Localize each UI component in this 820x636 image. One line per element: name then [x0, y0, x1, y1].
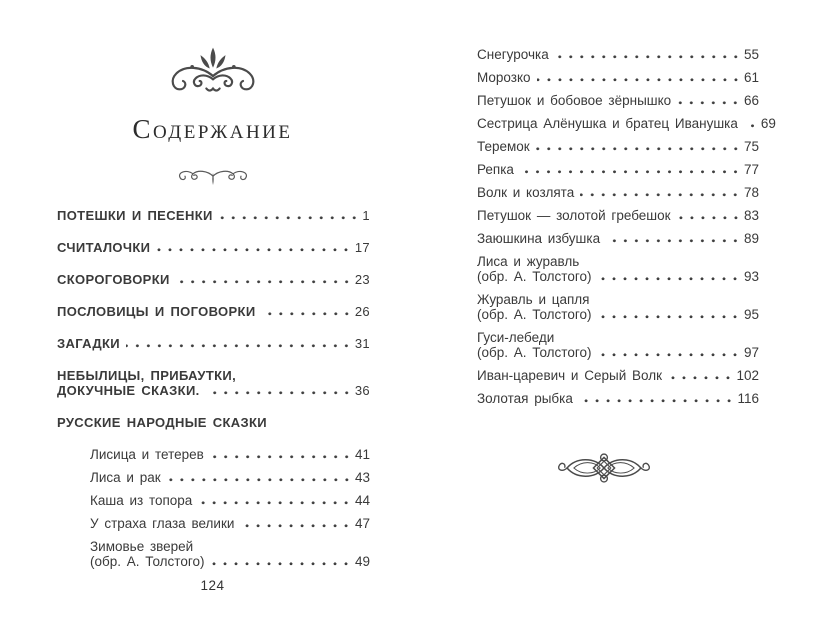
dot-leader [597, 353, 741, 357]
toc-entry-page: 55 [743, 47, 759, 62]
dot-leader [176, 280, 352, 284]
toc-entry [477, 47, 759, 62]
toc-entry-title-line1: Зимовье зверей [90, 539, 194, 554]
toc-entry-page: 17 [354, 240, 370, 255]
dot-leader [668, 376, 733, 380]
toc-entry [477, 70, 759, 85]
toc-entry-title: Золотая рыбка [477, 391, 573, 406]
toc-entry [57, 470, 370, 485]
toc-entry-title: Иван-царевич и Серый Волк [477, 368, 662, 383]
end-flourish-ornament-icon [477, 448, 759, 488]
toc-entry-title: Сестрица Алёнушка и братец Иванушка [477, 116, 738, 131]
toc-entry [477, 254, 759, 284]
toc-entry [477, 116, 776, 131]
dot-leader [580, 193, 741, 197]
toc-entry-page: 26 [354, 304, 370, 319]
toc-entry [57, 447, 370, 462]
toc-entry-line2 [477, 307, 759, 322]
toc-entry [477, 185, 759, 200]
toc-entry [57, 539, 370, 569]
toc-entry [477, 231, 759, 246]
toc-entry-page: 116 [737, 391, 759, 406]
toc-entry [57, 368, 370, 398]
toc-entry-title: ДОКУЧНЫЕ СКАЗКИ. [57, 383, 200, 398]
toc-entry-page: 69 [760, 116, 776, 131]
toc-entry [477, 368, 759, 383]
toc-entry [57, 336, 370, 351]
toc-section-heading [57, 415, 370, 430]
toc-entry-title: (обр. А. Толстого) [477, 269, 592, 284]
toc-entry-page: 102 [736, 368, 759, 383]
toc-entry-page: 93 [743, 269, 759, 284]
toc-entry-page: 75 [743, 139, 759, 154]
toc-entry-title: Репка [477, 162, 514, 177]
toc-entry [57, 240, 370, 255]
toc-entry-title: (обр. А. Толстого) [90, 554, 205, 569]
toc-entry [477, 208, 759, 223]
dot-leader [206, 391, 352, 395]
dot-leader [156, 248, 351, 252]
dot-leader [126, 344, 352, 348]
dot-leader [198, 501, 352, 505]
dot-leader [219, 216, 360, 220]
toc-entry-title: Петушок — золотой гребешок [477, 208, 671, 223]
toc-entry-page: 61 [743, 70, 759, 85]
toc-entry-title: СКОРОГОВОРКИ [57, 272, 170, 287]
toc-entry-page: 23 [354, 272, 370, 287]
toc-list-left [57, 208, 370, 569]
toc-entry-line2 [477, 345, 759, 360]
toc-entry-title: ПОТЕШКИ И ПЕСЕНКИ [57, 208, 213, 223]
toc-entry [477, 162, 759, 177]
toc-section-heading-label: РУССКИЕ НАРОДНЫЕ СКАЗКИ [57, 415, 267, 430]
toc-entry [477, 330, 759, 360]
dot-leader [210, 562, 352, 566]
toc-entry-title: Заюшкина избушка [477, 231, 601, 246]
toc-entry-title: Теремок [477, 139, 530, 154]
toc-entry-line2 [477, 269, 759, 284]
toc-entry [477, 93, 759, 108]
dot-leader [555, 55, 741, 59]
toc-entry-line2 [90, 554, 370, 569]
toc-entry [57, 304, 370, 319]
dot-leader [597, 315, 741, 319]
toc-entry-page: 66 [743, 93, 759, 108]
toc-entry-page: 89 [743, 231, 759, 246]
toc-entry-page: 49 [354, 554, 370, 569]
dot-leader [262, 312, 352, 316]
page-title: Содержание [132, 114, 293, 144]
toc-entry-title: Снегурочка [477, 47, 549, 62]
dot-leader [744, 124, 758, 128]
toc-entry-title: Лиса и рак [90, 470, 161, 485]
toc-entry-page: 97 [743, 345, 759, 360]
toc-entry-title: СЧИТАЛОЧКИ [57, 240, 151, 255]
toc-entry-title: ЗАГАДКИ [57, 336, 120, 351]
toc-entry-page: 1 [362, 208, 370, 223]
dot-leader [606, 239, 741, 243]
toc-entry [477, 139, 759, 154]
dot-leader [597, 277, 741, 281]
dot-leader [167, 478, 352, 482]
toc-entry-page: 43 [354, 470, 370, 485]
page-number-folio: 124 [200, 578, 225, 593]
dot-leader [210, 455, 352, 459]
toc-entry-page: 83 [743, 208, 759, 223]
dot-leader [240, 524, 352, 528]
toc-entry-line2 [57, 383, 370, 398]
toc-entry-page: 44 [354, 493, 370, 508]
dot-leader [520, 170, 741, 174]
toc-entry [57, 272, 370, 287]
title-divider-ornament-icon [57, 163, 368, 191]
toc-entry [57, 208, 370, 223]
header-flourish-ornament-icon [57, 40, 368, 102]
toc-entry-page: 77 [743, 162, 759, 177]
toc-entry-title: Лисица и тетерев [90, 447, 204, 462]
toc-entry-title-line1: Журавль и цапля [477, 292, 590, 307]
toc-entry [57, 516, 370, 531]
toc-entry-title-line1: Лиса и журавль [477, 254, 580, 269]
toc-entry-page: 95 [743, 307, 759, 322]
toc-entry-title: (обр. А. Толстого) [477, 345, 592, 360]
toc-list-right [477, 47, 776, 414]
toc-entry [477, 391, 759, 406]
dot-leader [677, 101, 741, 105]
toc-entry-title-line1: НЕБЫЛИЦЫ, ПРИБАУТКИ, [57, 368, 237, 383]
toc-entry-title: (обр. А. Толстого) [477, 307, 592, 322]
toc-entry-page: 36 [354, 383, 370, 398]
toc-entry-page: 47 [354, 516, 370, 531]
toc-entry-title: У страха глаза велики [90, 516, 235, 531]
dot-leader [536, 147, 741, 151]
toc-entry-title: Морозко [477, 70, 531, 85]
toc-entry-page: 41 [354, 447, 370, 462]
dot-leader [579, 399, 735, 403]
toc-entry [477, 292, 759, 322]
toc-entry [57, 493, 370, 508]
toc-entry-title: ПОСЛОВИЦЫ И ПОГОВОРКИ [57, 304, 256, 319]
dot-leader [677, 216, 741, 220]
toc-entry-title: Петушок и бобовое зёрнышко [477, 93, 672, 108]
toc-entry-title: Волк и козлята [477, 185, 575, 200]
toc-entry-page: 78 [743, 185, 759, 200]
toc-entry-title-line1: Гуси-лебеди [477, 330, 555, 345]
dot-leader [537, 78, 741, 82]
toc-entry-page: 31 [354, 336, 370, 351]
toc-entry-title: Каша из топора [90, 493, 193, 508]
